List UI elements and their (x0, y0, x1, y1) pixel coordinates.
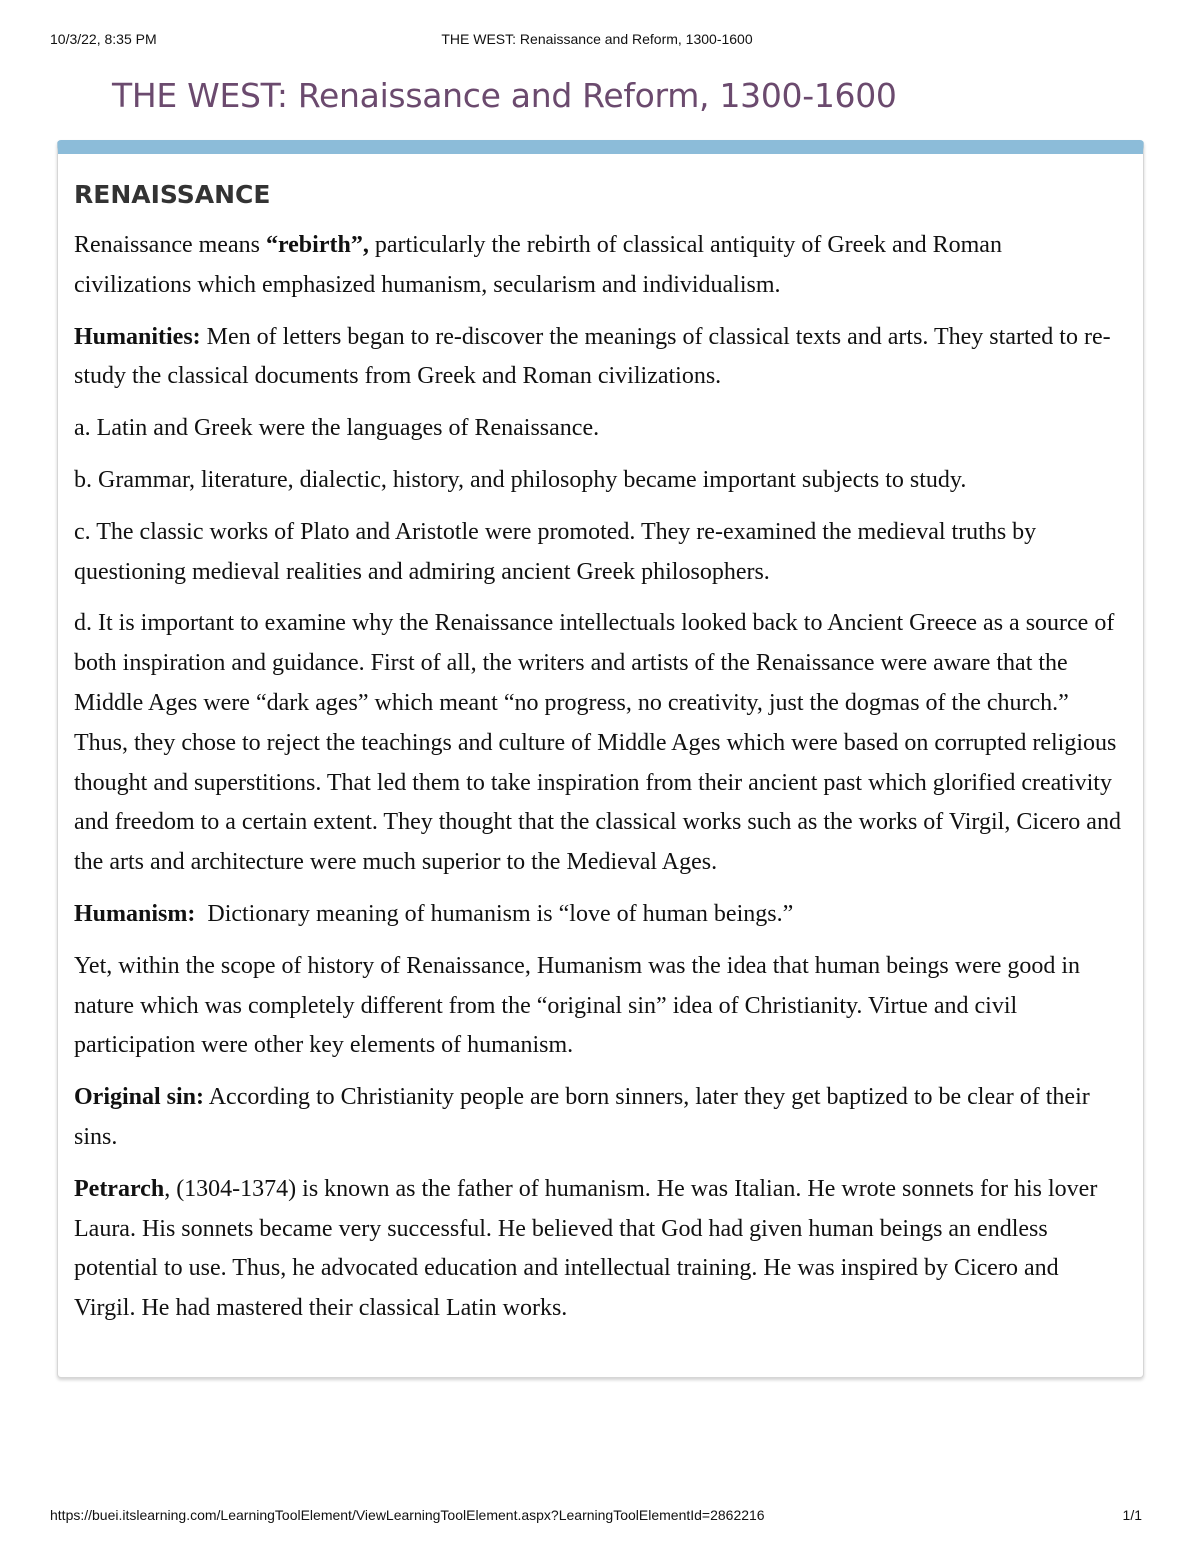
print-footer (50, 1507, 1142, 1525)
print-header (50, 31, 1144, 49)
humanities-label: Humanities: (74, 323, 201, 350)
card-body (74, 226, 1124, 1341)
intro-post: particularly the rebirth of classical antiquity of Greek and Roman civilizations which emphasized humanism, secularism and individualism. (74, 232, 1002, 298)
original-sin-label: Original sin: (74, 1084, 205, 1111)
list-item-d: d. It is important to examine why the Renaissance intellectuals looked back to Ancient Greece as a source of both inspiration and guidance. First of all, the writers and artists of the Renaissance were aware that the Middle Ages were “dark ages” which meant “no progress, no creativity, just the dogmas of the church.” Thus, they chose to reject the teachings and culture of Middle Ages which were based on corrupted religious thought and superstitions. That led them to take inspiration from their ancient past which glorified creativity and freedom to a certain extent. They thought that the classical works such as the works of Virgil, Cicero and the arts and architecture were much superior to the Medieval Ages. (74, 610, 1121, 876)
print-url: https://buei.itslearning.com/LearningToolElement/ViewLearningToolElement.aspx?LearningToolElementId=2862216 (50, 1507, 765, 1523)
list-item-c: c. The classic works of Plato and Aristotle were promoted. They re-examined the medieval truths by questioning medieval realities and admiring ancient Greek philosophers. (74, 518, 1037, 585)
intro-pre: Renaissance means (74, 232, 266, 258)
humanism-context-paragraph: Yet, within the scope of history of Renaissance, Humanism was the idea that human beings were good in nature which was completely different from the “original sin” idea of Christianity. Virtue and civil participation were other key elements of humanism. (74, 952, 1081, 1059)
humanism-text: Dictionary meaning of humanism is “love of human beings.” (195, 900, 794, 927)
petrarch-label: Petrarch (74, 1175, 165, 1202)
print-doc-title: THE WEST: Renaissance and Reform, 1300-1600 (441, 31, 753, 47)
petrarch-text: , (1304-1374) is known as the father of humanism. He was Italian. He wrote sonnets for his lover Laura. His sonnets became very successful. He believed that God had given human beings an endless potential to use. Thus, he advocated education and intellectual training. He was inspired by Cicero and Virgil. He had mastered their classical Latin works. (74, 1175, 1098, 1322)
humanism-label: Humanism: (74, 900, 196, 927)
page-number: 1/1 (1122, 1507, 1142, 1523)
humanities-text: Men of letters began to re-discover the meanings of classical texts and arts. They started to re-study the classical documents from Greek and Roman civilizations. (74, 323, 1111, 390)
print-datetime: 10/3/22, 8:35 PM (50, 31, 157, 47)
list-item-b: b. Grammar, literature, dialectic, history, and philosophy became important subjects to study. (74, 466, 967, 493)
page-title: THE WEST: Renaissance and Reform, 1300-1600 (112, 76, 897, 115)
humanities-paragraph (74, 318, 1124, 398)
intro-bold-term: “rebirth”, (265, 232, 369, 258)
original-sin-text: According to Christianity people are born sinners, later they get baptized to be clear of their sins. (74, 1084, 1090, 1150)
section-heading: RENAISSANCE (74, 180, 271, 209)
list-item-a: a. Latin and Greek were the languages of Renaissance. (74, 415, 600, 442)
humanism-paragraph (74, 895, 1124, 935)
petrarch-paragraph (74, 1170, 1124, 1329)
original-sin-paragraph (74, 1078, 1124, 1158)
content-card (57, 140, 1144, 1378)
intro-paragraph (74, 226, 1124, 306)
